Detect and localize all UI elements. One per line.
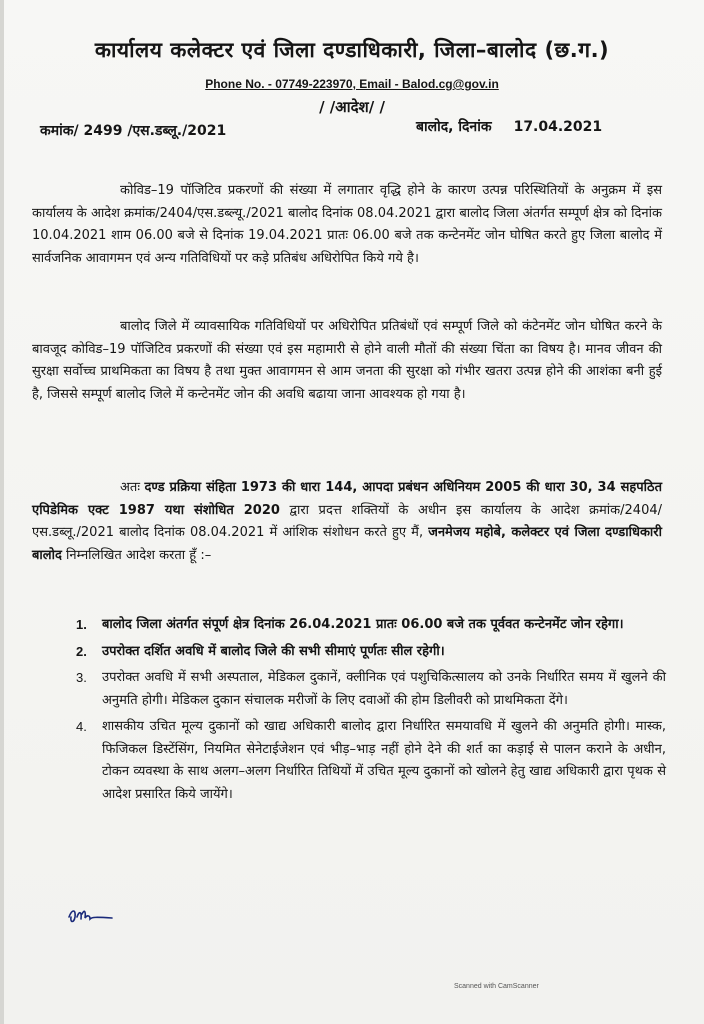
order-point-4 xyxy=(76,716,666,806)
order-point-2 xyxy=(76,641,666,664)
point-text: उपरोक्त दर्शित अवधि में बालोद जिले की सभी सीमाएं पूर्णतः सील रहेगी। xyxy=(102,643,445,659)
page-edge xyxy=(0,0,4,1024)
para3-lead: अतः xyxy=(120,480,145,495)
order-point-3 xyxy=(76,667,666,712)
para3-middle: द्वारा प्रदत्त शक्तियों के अधीन इस कार्यालय के आदेश क्रमांक/2404/एस.डब्लू./2021 बालोद दिनांक 08.04.2021 में आंशिक संशोधन करते हुए मैं, xyxy=(32,502,662,540)
point-text: शासकीय उचित मूल्य दुकानों को खाद्य अधिकारी बालोद द्वारा निर्धारित समयावधि में खुलने की अनुमति होगी। मास्क, फिजिकल डिस्टेंसिंग, नियमित सेनेटाईजेशन एवं भीड़–भाड़ नहीं होने देने की शर्त का कड़ाई से पालन कराने के अधीन, टोकन व्यवस्था के साथ अलग–अलग निर्धारित तिथियों में उचित मूल्य दुकानों को खोलने हेतु खाद्य अधिकारी द्वारा पृथक से आदेश प्रसारित किये जायेंगे। xyxy=(102,719,666,802)
point-number: 1. xyxy=(76,617,87,632)
paragraph-concern: बालोद जिले में व्यावसायिक गतिविधियों पर अधिरोपित प्रतिबंधों एवं सम्पूर्ण जिले को कंटेनमेंट जोन घोषित करने के बावजूद कोविड–19 पॉजिटिव प्रकरणों की संख्या एवं इस महामारी से होने वाली मौतों की संख्या चिंता का विषय है। मानव जीवन की सुरक्षा सर्वोच्च प्राथमिकता का विषय है तथा मुक्त आवागमन से आम जनता की सुरक्षा को गंभीर खतरा उत्पन्न होने की आशंका बनी हुई है, जिससे सम्पूर्ण बालोद जिले में कन्टेनमेंट जोन की अवधि बढाया जाना आवश्यक हो गया है। xyxy=(32,319,662,402)
order-number: कमांक/ 2499 /एस.डब्लू./2021 xyxy=(40,123,227,139)
office-title: कार्यालय कलेक्टर एवं जिला दण्डाधिकारी, जिला–बालोद (छ.ग.) xyxy=(94,38,610,62)
paragraph-authority xyxy=(32,477,662,567)
handwritten-signature xyxy=(66,905,114,927)
issuing-officer: जनमेजय महोबे, कलेक्टर एवं जिला दण्डाधिकारी बालोद xyxy=(32,525,662,563)
paragraph-background: कोविड–19 पॉजिटिव प्रकरणों की संख्या में लगातार वृद्धि होने के कारण उत्पन्न परिस्थितियों के अनुक्रम में इस कार्यालय के आदेश क्रमांक/2404/एस.डब्ल्यू./2021 बालोद दिनांक 08.04.2021 द्वारा बालोद जिला अंतर्गत सम्पूर्ण क्षेत्र को दिनांक 10.04.2021 शाम 06.00 बजे से दिनांक 19.04.2021 प्रातः 06.00 बजे तक कन्टेनमेंट जोन घोषित करते हुए जिला बालोद में सार्वजनिक आवागमन एवं अन्य गतिविधियों पर कड़े प्रतिबंध अधिरोपित किये गये है। xyxy=(32,183,662,266)
scanner-watermark: Scanned with CamScanner xyxy=(454,983,539,990)
contact-line: Phone No. - 07749-223970, Email - Balod.cg@gov.in xyxy=(205,77,499,91)
point-text: उपरोक्त अवधि में सभी अस्पताल, मेडिकल दुकानें, क्लीनिक एवं पशुचिकित्सालय को उनके निर्धारित समय में खुलने की अनुमति होगी। मेडिकल दुकान संचालक मरीजों के लिए दवाओं की होम डिलीवरी को प्राथमिकता देंगे। xyxy=(102,670,666,708)
para3-tail: निम्नलिखित आदेश करता हूँ :– xyxy=(61,547,212,563)
place-date-label: बालोद, दिनांक xyxy=(416,119,492,135)
order-heading: / /आदेश/ / xyxy=(319,98,385,116)
order-date: 17.04.2021 xyxy=(513,119,603,135)
order-point-1 xyxy=(76,614,666,637)
place-date xyxy=(416,117,602,136)
order-points xyxy=(76,614,666,810)
point-text: बालोद जिला अंतर्गत संपूर्ण क्षेत्र दिनांक 26.04.2021 प्रातः 06.00 बजे तक पूर्ववत कन्टेनमेंट जोन रहेगा। xyxy=(102,617,624,632)
point-number: 4. xyxy=(76,719,87,734)
point-number: 2. xyxy=(76,643,87,659)
point-number: 3. xyxy=(76,670,87,685)
legal-provisions: दण्ड प्रक्रिया संहिता 1973 की धारा 144, आपदा प्रबंधन अधिनियम 2005 की धारा 30, 34 सहपठित एपिडेमिक एक्ट 1987 यथा संशोधित 2020 xyxy=(32,480,662,518)
